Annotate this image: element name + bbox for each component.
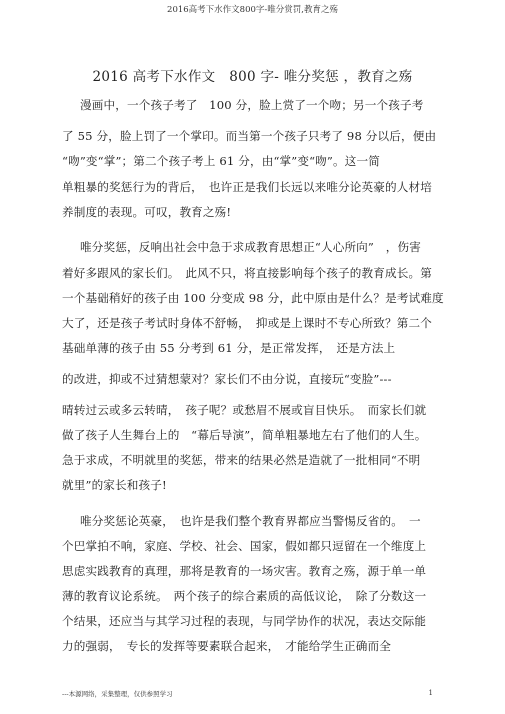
text-line: 漫画中，一个孩子考了 100 分，脸上赏了一个吻；另一个孩子考 [80,98,424,112]
text-line: 晴转过云或多云转晴， 孩子呢？或愁眉不展或盲目快乐。 而家长们就 [62,403,427,417]
text-line: 薄的教育议论系统。 两个孩子的综合素质的高低议论， 除了分数这一 [62,589,427,603]
page-header: 2016高考下水作文800字-唯分赏罚,教育之殇 [167,5,338,15]
document-title: 2016 高考下水作文 800 字- 唯分奖惩 ，教育之殇 [92,69,413,85]
text-line: 养制度的表现。可叹，教育之殇! [62,205,232,219]
text-line: 了 55 分，脸上罚了一个掌印。而当第一个孩子只考了 98 分以后，便由 [62,129,437,143]
footer-note: ---本源网络，采集整理，仅供参照学习 [62,690,173,698]
text-line: 个结果，还应当与其学习过程的表现，与同学协作的状况，表达交际能 [62,614,427,628]
page-number: 1 [428,689,433,697]
text-line: 基础单薄的孩子由 55 分考到 61 分，是正常发挥， 还是方法上 [62,341,396,355]
text-line: 个巴掌拍不响，家庭、学校、社会、国家，假如都只逗留在一个维度上 [62,539,427,553]
text-line: 急于求成，不明就里的奖惩，带来的结果必然是造就了一批相同“不明 [62,453,421,467]
text-line: 单粗暴的奖惩行为的背后， 也许正是我们长远以来唯分论英豪的人材培 [62,180,433,194]
text-line: 唯分奖惩论英豪， 也许是我们整个教育界都应当警惕反省的。 一 [80,514,421,528]
text-line: 思虑实践教育的真理，那将是教育的一场灾害。教育之殇，源于单一单 [62,564,427,578]
text-line: 一个基础稍好的孩子由 100 分变成 98 分，此中原由是什么？是考试难度 [62,291,444,305]
text-line: 做了孩子人生舞台上的 “幕后导演”，简单粗暴地左右了他们的人生。 [62,428,427,442]
text-line: 大了，还是孩子考试时身体不舒畅， 抑或是上课时不专心所致？第二个 [62,316,433,330]
text-line: 着好多跟风的家长们。 此风不只，将直接影响每个孩子的教育成长。第 [62,266,433,280]
text-line: 就里”的家长和孩子! [62,478,167,492]
text-line: 唯分奖惩，反响出社会中急于求成教育思想正“人心所向” ，伤害 [80,240,421,254]
page-footer [62,689,433,698]
text-line: “吻”变“掌”；第二个孩子考上 61 分，由“掌”变“吻”。这一简 [62,154,380,168]
text-line: 力的强弱， 专长的发挥等要素联合起来， 才能给学生正确而全 [62,639,391,653]
text-line: 的改进，抑或不过猜想蒙对？家长们不由分说，直接玩“变脸”--- [62,372,392,386]
